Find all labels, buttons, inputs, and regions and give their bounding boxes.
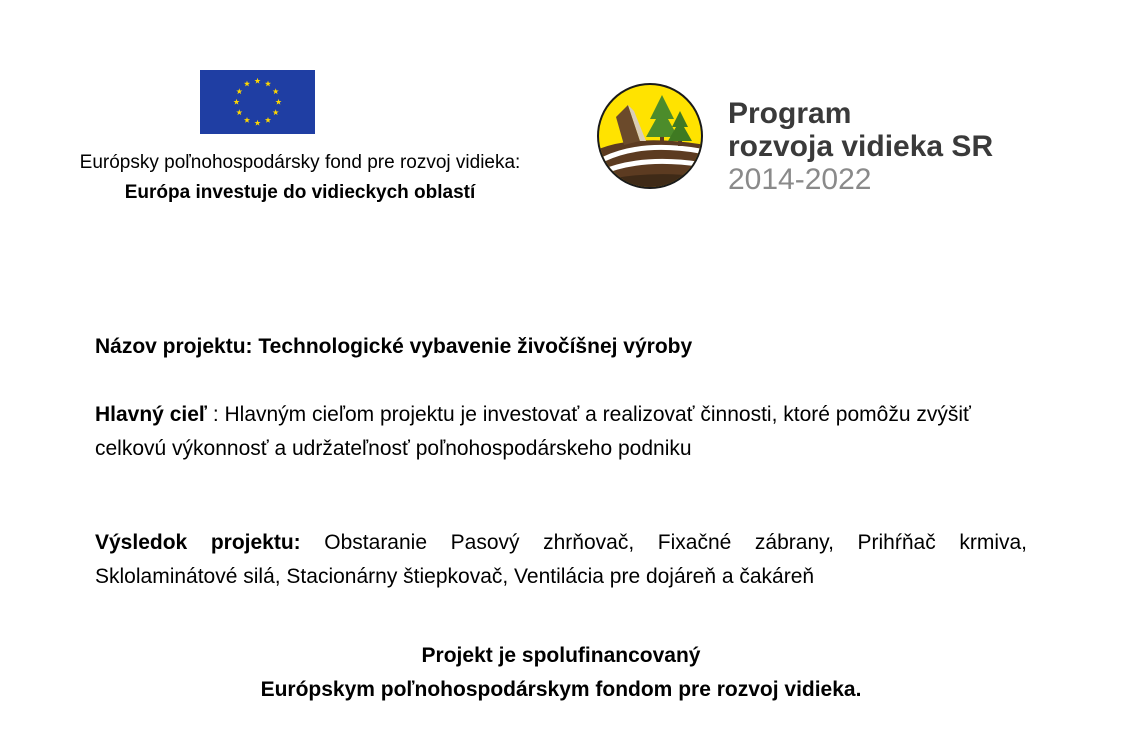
main-goal-text: : Hlavným cieľom projektu je investovať a realizovať činnosti, ktoré pomôžu zvýšiť celkovú výkonnosť a udržateľnosť poľnohospodárskeho podniku <box>95 403 971 460</box>
cofinancing-line1: Projekt je spolufinancovaný <box>421 644 701 667</box>
eu-slogan: Európa investuje do vidieckych oblastí <box>124 182 476 203</box>
project-name-value: Technologické vybavenie živočíšnej výroby <box>258 335 693 358</box>
prv-landscape-emblem-icon <box>594 81 706 191</box>
project-name-label: Názov projektu: <box>95 335 253 358</box>
eu-flag-icon <box>200 70 315 134</box>
main-goal-label: Hlavný cieľ <box>95 403 207 426</box>
prv-title-line2: rozvoja vidieka SR <box>728 130 994 163</box>
prv-years: 2014-2022 <box>728 163 872 196</box>
project-result <box>95 526 1027 594</box>
prv-title-line1: Program <box>728 97 852 130</box>
project-result-text: Obstaranie Pasový zhrňovač, Fixačné zábrany, Prihŕňač krmiva, Sklolaminátové silá, Stacionárny štiepkovač, Ventilácia pre dojáreň a čakáreň <box>95 531 1027 588</box>
cofinancing-line2: Európskym poľnohospodárskym fondom pre rozvoj vidieka. <box>260 678 862 701</box>
project-name <box>95 330 1027 364</box>
project-result-label: Výsledok projektu: <box>95 531 301 554</box>
eu-fund-caption: Európsky poľnohospodársky fond pre rozvoj vidieka: <box>79 152 521 173</box>
main-goal <box>95 398 1027 466</box>
